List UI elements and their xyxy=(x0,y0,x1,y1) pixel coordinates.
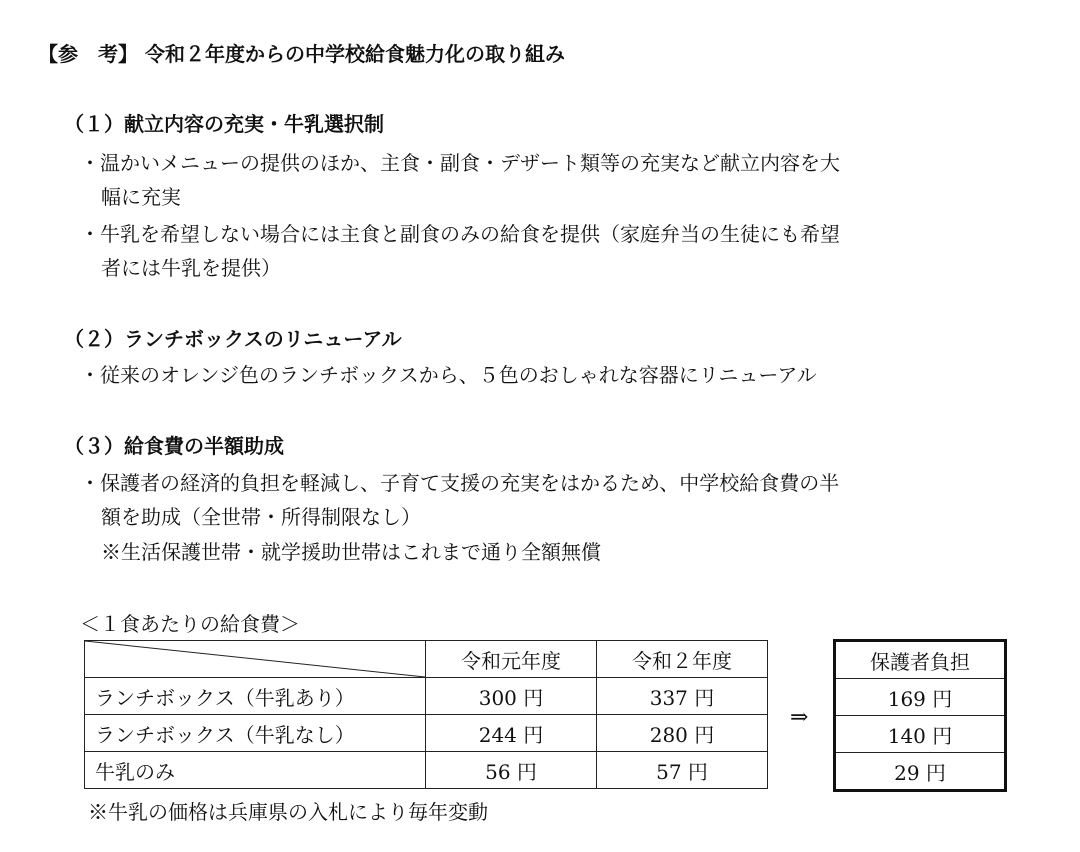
section-1-bullet-1-line-1: ・温かいメニューの提供のほか、主食・副食・デザート類等の充実など献立内容を大 xyxy=(80,151,840,175)
table-caption: ＜１食あたりの給食費＞ xyxy=(80,612,300,636)
burden-cell: 29 円 xyxy=(835,753,1006,791)
cell-r1: 300 円 xyxy=(426,678,597,715)
table-row xyxy=(85,715,768,752)
table-header-row xyxy=(85,641,768,678)
burden-table xyxy=(833,639,1007,792)
cell-r1: 244 円 xyxy=(426,715,597,752)
section-1-bullet-1-line-2: 幅に充実 xyxy=(101,185,181,209)
section-1-bullet-2-line-2: 者には牛乳を提供） xyxy=(101,256,281,280)
arrow-icon: ⇒ xyxy=(790,705,809,730)
burden-cell: 140 円 xyxy=(835,716,1006,753)
table-row xyxy=(835,753,1006,791)
table-row xyxy=(85,752,768,789)
burden-header-row xyxy=(835,641,1006,679)
burden-header: 保護者負担 xyxy=(835,641,1006,679)
section-3-heading: （３）給食費の半額助成 xyxy=(64,434,284,458)
cell-r1: 56 円 xyxy=(426,752,597,789)
diagonal-line xyxy=(85,641,425,677)
section-2-heading: （２）ランチボックスのリニューアル xyxy=(64,327,402,351)
table-row xyxy=(835,716,1006,753)
table-row xyxy=(85,678,768,715)
cell-r2: 280 円 xyxy=(597,715,768,752)
row-label: ランチボックス（牛乳あり） xyxy=(85,678,426,715)
row-label: 牛乳のみ xyxy=(85,752,426,789)
section-3-bullet-1-line-1: ・保護者の経済的負担を軽減し、子育て支援の充実をはかるため、中学校給食費の半 xyxy=(80,471,840,495)
burden-cell: 169 円 xyxy=(835,679,1006,716)
cell-r2: 337 円 xyxy=(597,678,768,715)
section-3-note: ※生活保護世帯・就学援助世帯はこれまで通り全額無償 xyxy=(101,540,601,564)
header-reiwa-1: 令和元年度 xyxy=(426,641,597,678)
cost-table xyxy=(84,640,768,789)
table-row xyxy=(835,679,1006,716)
table-footnote: ※牛乳の価格は兵庫県の入札により毎年変動 xyxy=(88,800,488,824)
row-label: ランチボックス（牛乳なし） xyxy=(85,715,426,752)
section-2-bullet-1: ・従来のオレンジ色のランチボックスから、５色のおしゃれな容器にリニューアル xyxy=(80,363,817,387)
section-1-heading: （１）献立内容の充実・牛乳選択制 xyxy=(64,112,384,136)
cell-r2: 57 円 xyxy=(597,752,768,789)
page-title: 【参 考】 令和２年度からの中学校給食魅力化の取り組み xyxy=(38,42,565,66)
section-1-bullet-2-line-1: ・牛乳を希望しない場合には主食と副食のみの給食を提供（家庭弁当の生徒にも希望 xyxy=(80,222,840,246)
diagonal-header-cell xyxy=(85,641,426,678)
section-3-bullet-1-line-2: 額を助成（全世帯・所得制限なし） xyxy=(101,505,421,529)
header-reiwa-2: 令和２年度 xyxy=(597,641,768,678)
